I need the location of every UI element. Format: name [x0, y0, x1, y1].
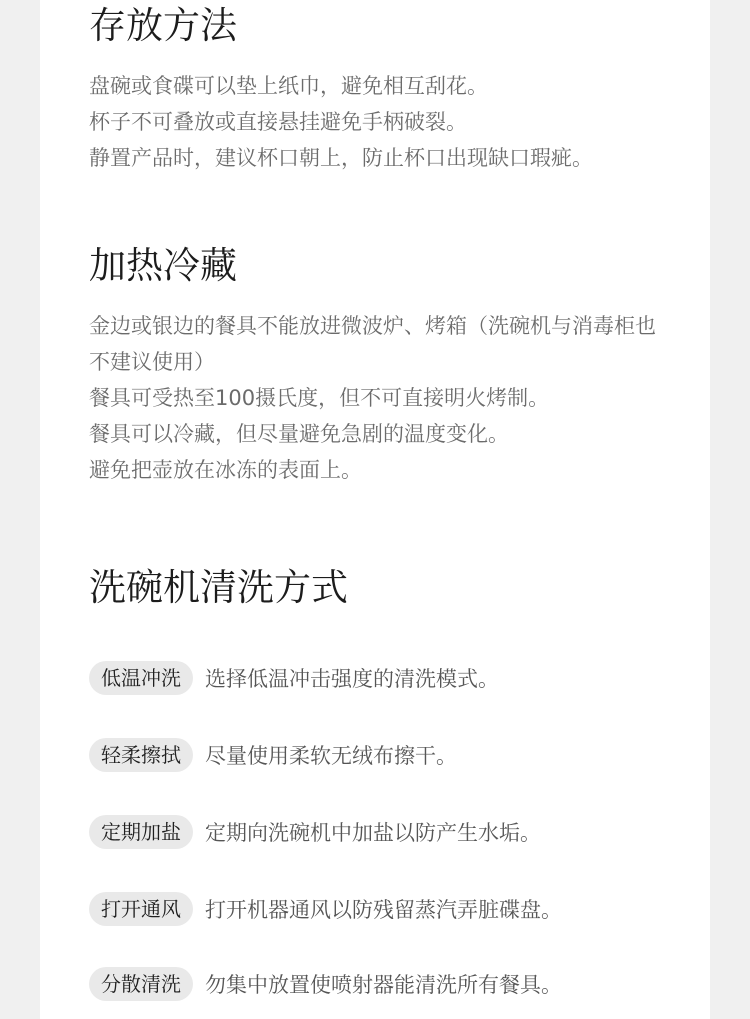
tip-row-low-temp: [89, 661, 499, 695]
storage-paragraph: [89, 68, 669, 176]
section-title-dishwasher: 洗碗机清洗方式: [89, 566, 348, 609]
section-title-heating: 加热冷藏: [89, 244, 237, 287]
tip-description: 勿集中放置使喷射器能清洗所有餐具。: [205, 973, 562, 997]
heating-line: 避免把壶放在冰冻的表面上。: [89, 458, 362, 482]
tip-description: 选择低温冲击强度的清洗模式。: [205, 667, 499, 691]
storage-line: 杯子不可叠放或直接悬挂避免手柄破裂。: [89, 110, 467, 134]
tip-tag: 低温冲洗: [89, 661, 193, 695]
tip-row-ventilate: [89, 892, 562, 926]
tip-tag: 定期加盐: [89, 815, 193, 849]
tip-tag: 轻柔擦拭: [89, 738, 193, 772]
tip-description: 定期向洗碗机中加盐以防产生水垢。: [205, 821, 541, 845]
heating-line: 金边或银边的餐具不能放进微波炉、烤箱（洗碗机与消毒柜也不建议使用）: [89, 314, 656, 374]
tip-row-spread-out: [89, 967, 562, 1001]
tip-description: 打开机器通风以防残留蒸汽弄脏碟盘。: [205, 898, 562, 922]
section-title-storage: 存放方法: [89, 4, 237, 47]
storage-line: 盘碗或食碟可以垫上纸巾，避免相互刮花。: [89, 74, 488, 98]
tip-tag: 分散清洗: [89, 967, 193, 1001]
heating-line: 餐具可以冷藏，但尽量避免急剧的温度变化。: [89, 422, 509, 446]
tip-description: 尽量使用柔软无绒布擦干。: [205, 744, 457, 768]
tip-row-gentle-wipe: [89, 738, 457, 772]
storage-line: 静置产品时，建议杯口朝上，防止杯口出现缺口瑕疵。: [89, 146, 593, 170]
heating-paragraph: [89, 308, 669, 488]
heating-line: 餐具可受热至100摄氏度，但不可直接明火烤制。: [89, 386, 550, 410]
tip-tag: 打开通风: [89, 892, 193, 926]
tip-row-add-salt: [89, 815, 541, 849]
